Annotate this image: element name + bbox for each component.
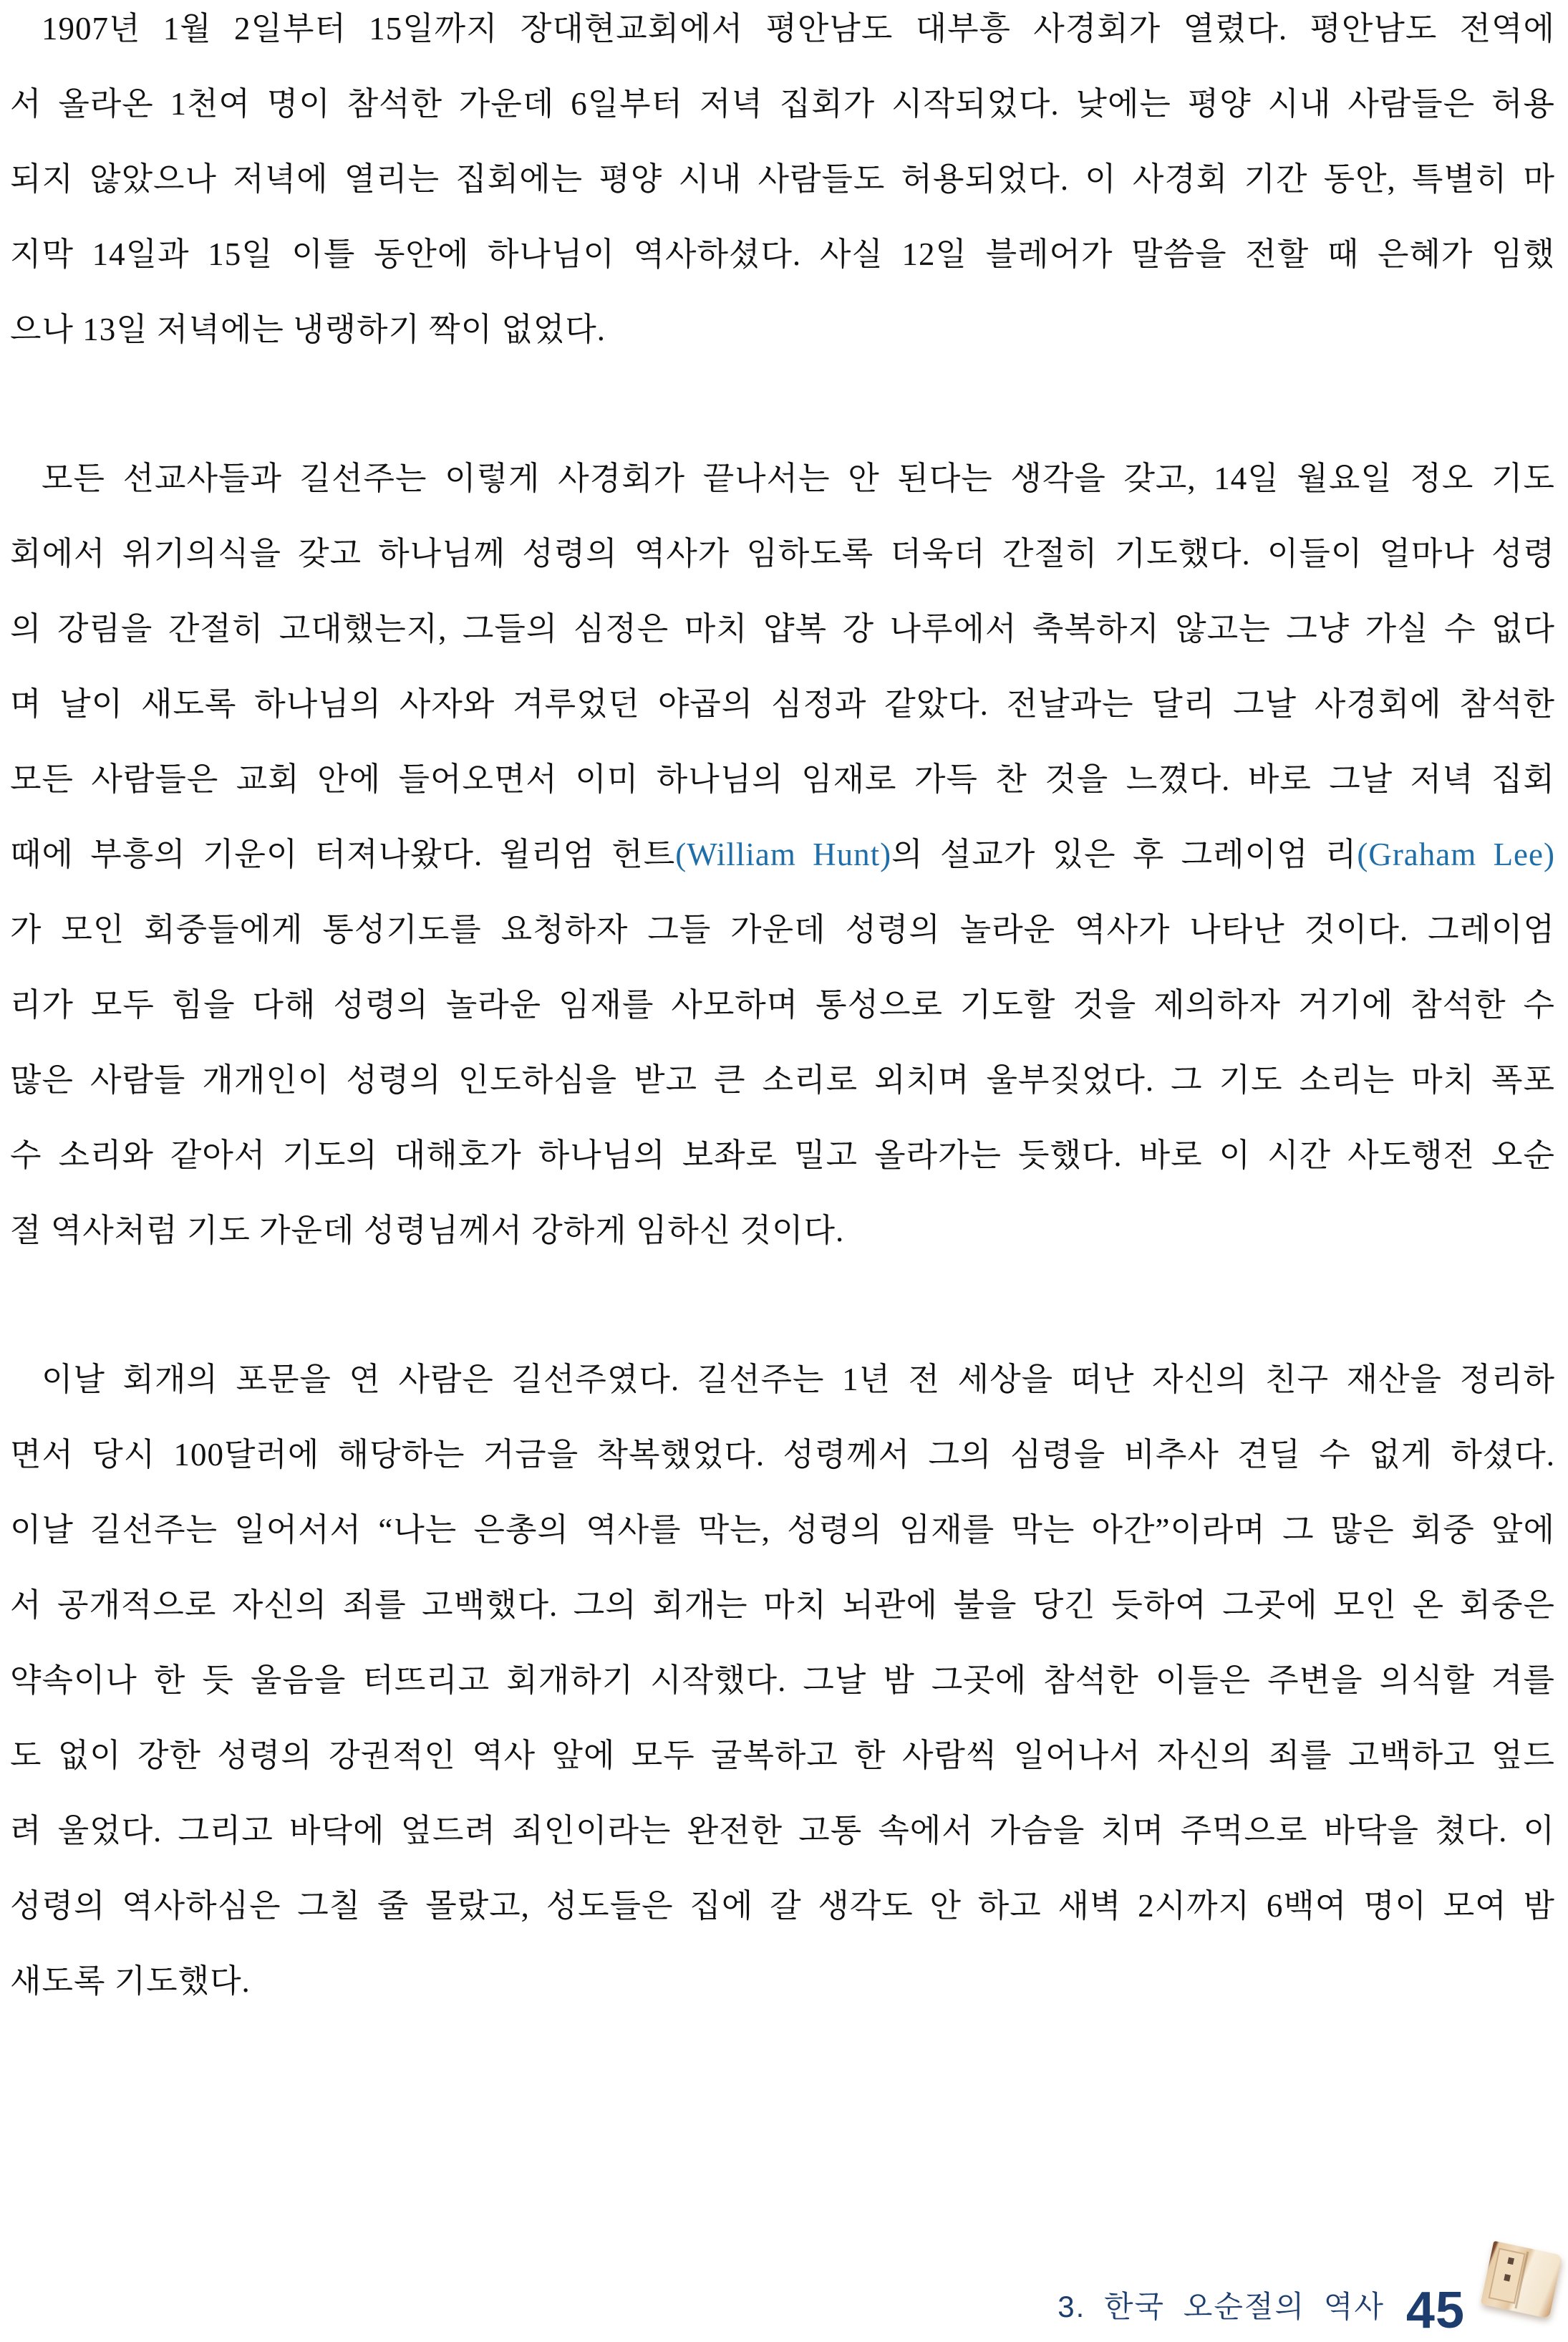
- text-segment: 때에 부흥의 기운이 터져나왔다. 윌리엄 헌트: [10, 837, 676, 872]
- text-line: [10, 968, 1555, 1043]
- text-line: [10, 892, 1555, 968]
- text-segment: 려 울었다. 그리고 바닥에 엎드려 죄인이라는 완전한 고통 속에서 가슴을 치며 주먹으로 바닥을 쳤다. 이: [10, 1813, 1555, 1849]
- text-line: [10, 516, 1555, 592]
- text-segment: 성령의 역사하심은 그칠 줄 몰랐고, 성도들은 집에 갈 생각도 안 하고 새벽 2시까지 6백여 명이 모여 밤: [10, 1888, 1555, 1924]
- text-segment: 새도록 기도했다.: [10, 1963, 251, 1999]
- text-line: [10, 1718, 1555, 1793]
- text-segment: 절 역사처럼 기도 가운데 성령님께서 강하게 임하신 것이다.: [10, 1213, 845, 1248]
- paragraph: [10, 441, 1555, 1268]
- romanized-name-annotation: (William Hunt): [675, 837, 892, 872]
- text-segment: 이날 길선주는 일어서서 “나는 은총의 역사를 막는, 성령의 임재를 막는 아간”이라며 그 많은 회중 앞에: [10, 1512, 1555, 1548]
- text-line: [10, 667, 1555, 742]
- text-segment: 며 날이 새도록 하나님의 사자와 겨루었던 야곱의 심정과 같았다. 전날과는 달리 그날 사경회에 참석한: [10, 686, 1555, 722]
- text-line: [10, 67, 1555, 142]
- text-segment: 모든 선교사들과 길선주는 이렇게 사경회가 끝나서는 안 된다는 생각을 갖고, 14일 월요일 정오 기도: [42, 461, 1555, 496]
- paragraph: [10, 1342, 1555, 2019]
- text-line: [10, 1118, 1555, 1193]
- text-line: [10, 1043, 1555, 1118]
- text-line: [10, 292, 1555, 367]
- text-line: [10, 0, 1555, 67]
- text-line: [10, 1944, 1555, 2019]
- text-segment: 되지 않았으나 저녁에 열리는 집회에는 평양 시내 사람들도 허용되었다. 이 사경회 기간 동안, 특별히 마: [10, 161, 1555, 197]
- text-segment: 도 없이 강한 성령의 강권적인 역사 앞에 모두 굴복하고 한 사람씩 일어나서 자신의 죄를 고백하고 엎드: [10, 1738, 1555, 1773]
- text-line: [10, 217, 1555, 292]
- text-line: [10, 1493, 1555, 1568]
- text-segment: 가 모인 회중들에게 통성기도를 요청하자 그들 가운데 성령의 놀라운 역사가 나타난 것이다. 그레이엄: [10, 912, 1555, 948]
- open-book-graphic: [1481, 2241, 1563, 2318]
- text-line: [10, 1643, 1555, 1718]
- romanized-name-annotation: (Graham Lee): [1357, 837, 1555, 872]
- text-segment: 이날 회개의 포문을 연 사람은 길선주였다. 길선주는 1년 전 세상을 떠난 자신의 친구 재산을 정리하: [42, 1362, 1555, 1397]
- text-segment: 의 강림을 간절히 고대했는지, 그들의 심정은 마치 얍복 강 나루에서 축복하지 않고는 그냥 가실 수 없다: [10, 611, 1555, 647]
- text-line: [10, 1869, 1555, 1944]
- text-segment: 수 소리와 같아서 기도의 대해호가 하나님의 보좌로 밀고 올라가는 듯했다. 바로 이 시간 사도행전 오순: [10, 1137, 1555, 1173]
- text-segment: 으나 13일 저녁에는 냉랭하기 짝이 없었다.: [10, 312, 606, 347]
- page-number: 45: [1405, 2281, 1465, 2339]
- text-line: [10, 441, 1555, 516]
- text-segment: 모든 사람들은 교회 안에 들어오면서 이미 하나님의 임재로 가득 찬 것을 느꼈다. 바로 그날 저녁 집회: [10, 761, 1555, 797]
- text-segment: 면서 당시 100달러에 해당하는 거금을 착복했었다. 성령께서 그의 심령을 비추사 견딜 수 없게 하셨다.: [10, 1437, 1555, 1473]
- text-line: [10, 1193, 1555, 1268]
- book-text-marks: [1501, 2257, 1514, 2292]
- paragraph: [10, 0, 1555, 367]
- text-segment: 많은 사람들 개개인이 성령의 인도하심을 받고 큰 소리로 외치며 울부짖었다. 그 기도 소리는 마치 폭포: [10, 1062, 1555, 1098]
- text-line: [10, 817, 1555, 892]
- text-segment: 리가 모두 힘을 다해 성령의 놀라운 임재를 사모하며 통성으로 기도할 것을 제의하자 거기에 참석한 수: [10, 987, 1555, 1023]
- text-segment: 회에서 위기의식을 갖고 하나님께 성령의 역사가 임하도록 더욱더 간절히 기도했다. 이들이 얼마나 성령: [10, 536, 1555, 572]
- text-segment: 의 설교가 있은 후 그레이엄 리: [891, 837, 1358, 872]
- open-book-photo-icon: [1484, 2245, 1559, 2315]
- text-line: [10, 1342, 1555, 1417]
- text-segment: 약속이나 한 듯 울음을 터뜨리고 회개하기 시작했다. 그날 밤 그곳에 참석한 이들은 주변을 의식할 겨를: [10, 1662, 1555, 1698]
- body-text: [10, 0, 1555, 2019]
- text-line: [10, 1793, 1555, 1869]
- text-segment: 1907년 1월 2일부터 15일까지 장대현교회에서 평안남도 대부흥 사경회가 열렸다. 평안남도 전역에: [42, 11, 1555, 47]
- footer-section-title: 3. 한국 오순절의 역사: [1058, 2290, 1385, 2323]
- page-footer: [1058, 2245, 1559, 2339]
- text-segment: 서 올라온 1천여 명이 참석한 가운데 6일부터 저녁 집회가 시작되었다. 낮에는 평양 시내 사람들은 허용: [10, 86, 1555, 122]
- text-line: [10, 742, 1555, 817]
- text-segment: 지막 14일과 15일 이틀 동안에 하나님이 역사하셨다. 사실 12일 블레어가 말씀을 전할 때 은혜가 임했: [10, 236, 1555, 272]
- text-line: [10, 142, 1555, 217]
- text-line: [10, 1568, 1555, 1643]
- text-segment: 서 공개적으로 자신의 죄를 고백했다. 그의 회개는 마치 뇌관에 불을 당긴 듯하여 그곳에 모인 온 회중은: [10, 1587, 1555, 1623]
- text-line: [10, 592, 1555, 667]
- text-line: [10, 1417, 1555, 1493]
